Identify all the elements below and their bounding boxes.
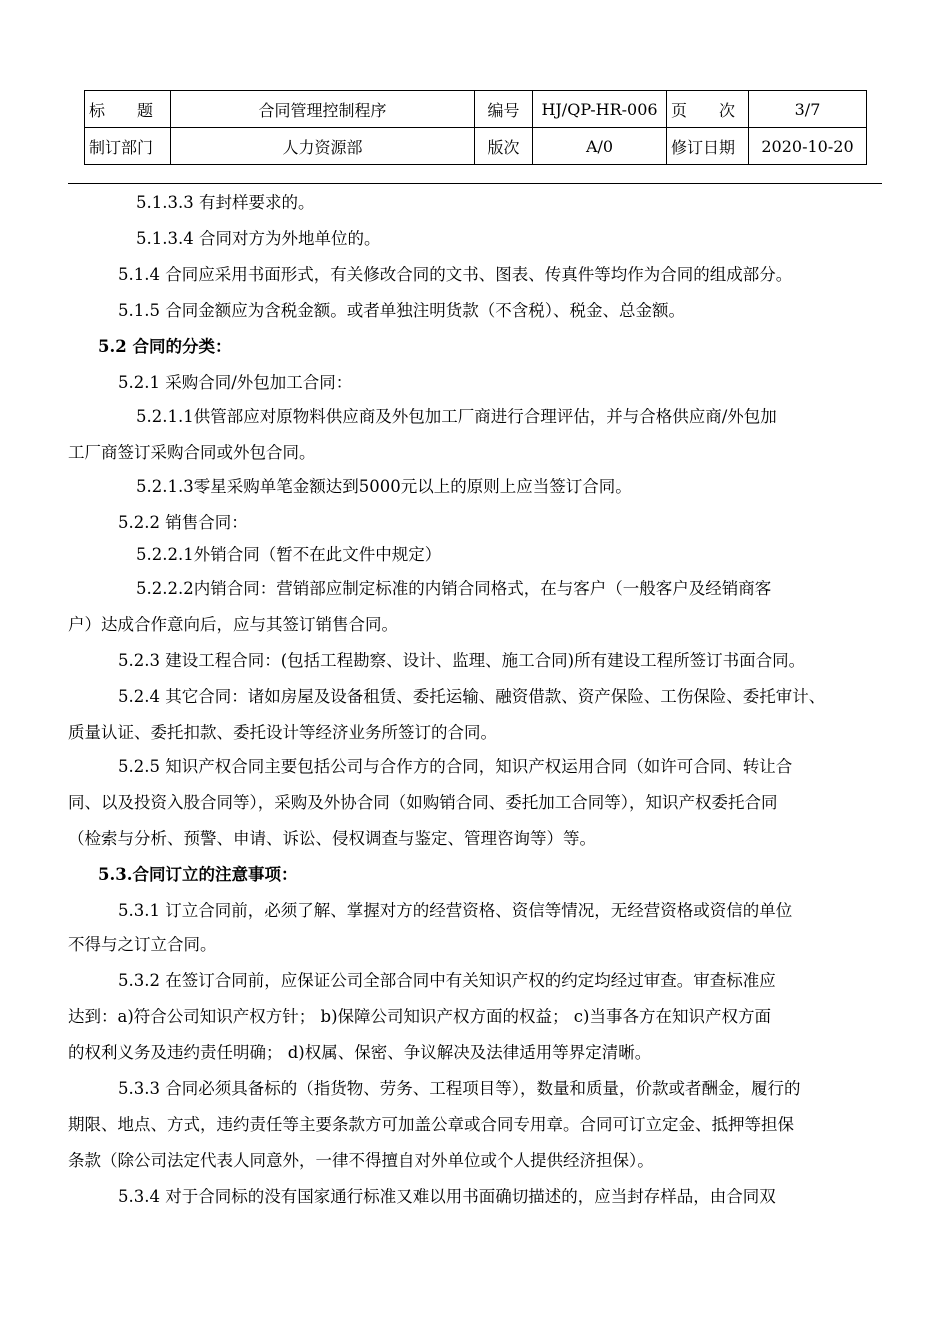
text-line: 5.3.3 合同必须具备标的（指货物、劳务、工程项目等），数量和质量，价款或者酬金，履行的 [118, 1079, 801, 1098]
text-line: 不得与之订立合同。 [68, 935, 217, 954]
text-line: 5.2.1 采购合同/外包加工合同： [118, 373, 353, 392]
number-label: 编号 [475, 91, 533, 128]
text-line: 5.3.4 对于合同标的没有国家通行标准又难以用书面确切描述的，应当封存样品，由合同双 [118, 1187, 776, 1206]
document-title: 合同管理控制程序 [171, 91, 475, 128]
section-heading: 5.2 合同的分类： [98, 337, 232, 356]
text-line: 5.1.3.4 合同对方为外地单位的。 [136, 229, 381, 248]
text-line: 条款（除公司法定代表人同意外，一律不得擅自对外单位或个人提供经济担保）。 [68, 1151, 654, 1170]
header-divider [68, 183, 882, 184]
revision-label: 修订日期 [667, 128, 749, 165]
header-row-2 [85, 128, 867, 165]
text-line: 5.1.5 合同金额应为含税金额。或者单独注明货款（不含税）、税金、总金额。 [118, 301, 685, 320]
text-line: 5.2.1.1供管部应对原物料供应商及外包加工厂商进行合理评估，并与合格供应商/外包加 [136, 407, 777, 426]
version-label: 版次 [475, 128, 533, 165]
text-line: 5.2.2.2内销合同：营销部应制定标准的内销合同格式，在与客户（一般客户及经销商客 [136, 579, 772, 598]
text-line: 工厂商签订采购合同或外包合同。 [68, 443, 316, 462]
page-number: 3/7 [749, 91, 867, 128]
text-line: 5.2.4 其它合同：诸如房屋及设备租赁、委托运输、融资借款、资产保险、工伤保险、委托审计、 [118, 687, 826, 706]
text-line: 5.3.2 在签订合同前，应保证公司全部合同中有关知识产权的约定均经过审查。审查标准应 [118, 971, 776, 990]
text-line: 5.2.2.1外销合同（暂不在此文件中规定） [136, 545, 442, 564]
text-line: 5.3.1 订立合同前，必须了解、掌握对方的经营资格、资信等情况，无经营资格或资信的单位 [118, 901, 793, 920]
text-line: 5.2.5 知识产权合同主要包括公司与合作方的合同，知识产权运用合同（如许可合同、转让合 [118, 757, 793, 776]
document-header-table [84, 90, 867, 165]
dept-label: 制订部门 [85, 128, 171, 165]
text-line: 5.2.3 建设工程合同：(包括工程勘察、设计、监理、施工合同)所有建设工程所签订书面合同。 [118, 651, 806, 670]
text-line: 达到：a)符合公司知识产权方针； b)保障公司知识产权方面的权益； c)当事各方在知识产权方面 [68, 1007, 771, 1026]
revision-date: 2020-10-20 [749, 128, 867, 165]
text-line: 质量认证、委托扣款、委托设计等经济业务所签订的合同。 [68, 723, 497, 742]
text-line: 5.1.3.3 有封样要求的。 [136, 193, 315, 212]
section-heading: 5.3.合同订立的注意事项： [98, 865, 298, 884]
text-line: 户）达成合作意向后，应与其签订销售合同。 [68, 615, 398, 634]
text-line: 同、以及投资入股合同等），采购及外协合同（如购销合同、委托加工合同等），知识产权委托合同 [68, 793, 778, 812]
header-row-1 [85, 91, 867, 128]
page-label: 页 次 [667, 91, 749, 128]
text-line: 5.2.1.3零星采购单笔金额达到5000元以上的原则上应当签订合同。 [136, 477, 632, 496]
text-line: 5.1.4 合同应采用书面形式，有关修改合同的文书、图表、传真件等均作为合同的组成部分。 [118, 265, 793, 284]
text-line: 期限、地点、方式，违约责任等主要条款方可加盖公章或合同专用章。合同可订立定金、抵押等担保 [68, 1115, 794, 1134]
text-line: （检索与分析、预警、申请、诉讼、侵权调查与鉴定、管理咨询等）等。 [68, 829, 596, 848]
text-line: 的权利义务及违约责任明确； d)权属、保密、争议解决及法律适用等界定清晰。 [68, 1043, 652, 1062]
document-number: HJ/QP-HR-006 [533, 91, 667, 128]
dept-value: 人力资源部 [171, 128, 475, 165]
text-line: 5.2.2 销售合同： [118, 513, 248, 532]
title-label: 标 题 [85, 91, 171, 128]
version-value: A/0 [533, 128, 667, 165]
